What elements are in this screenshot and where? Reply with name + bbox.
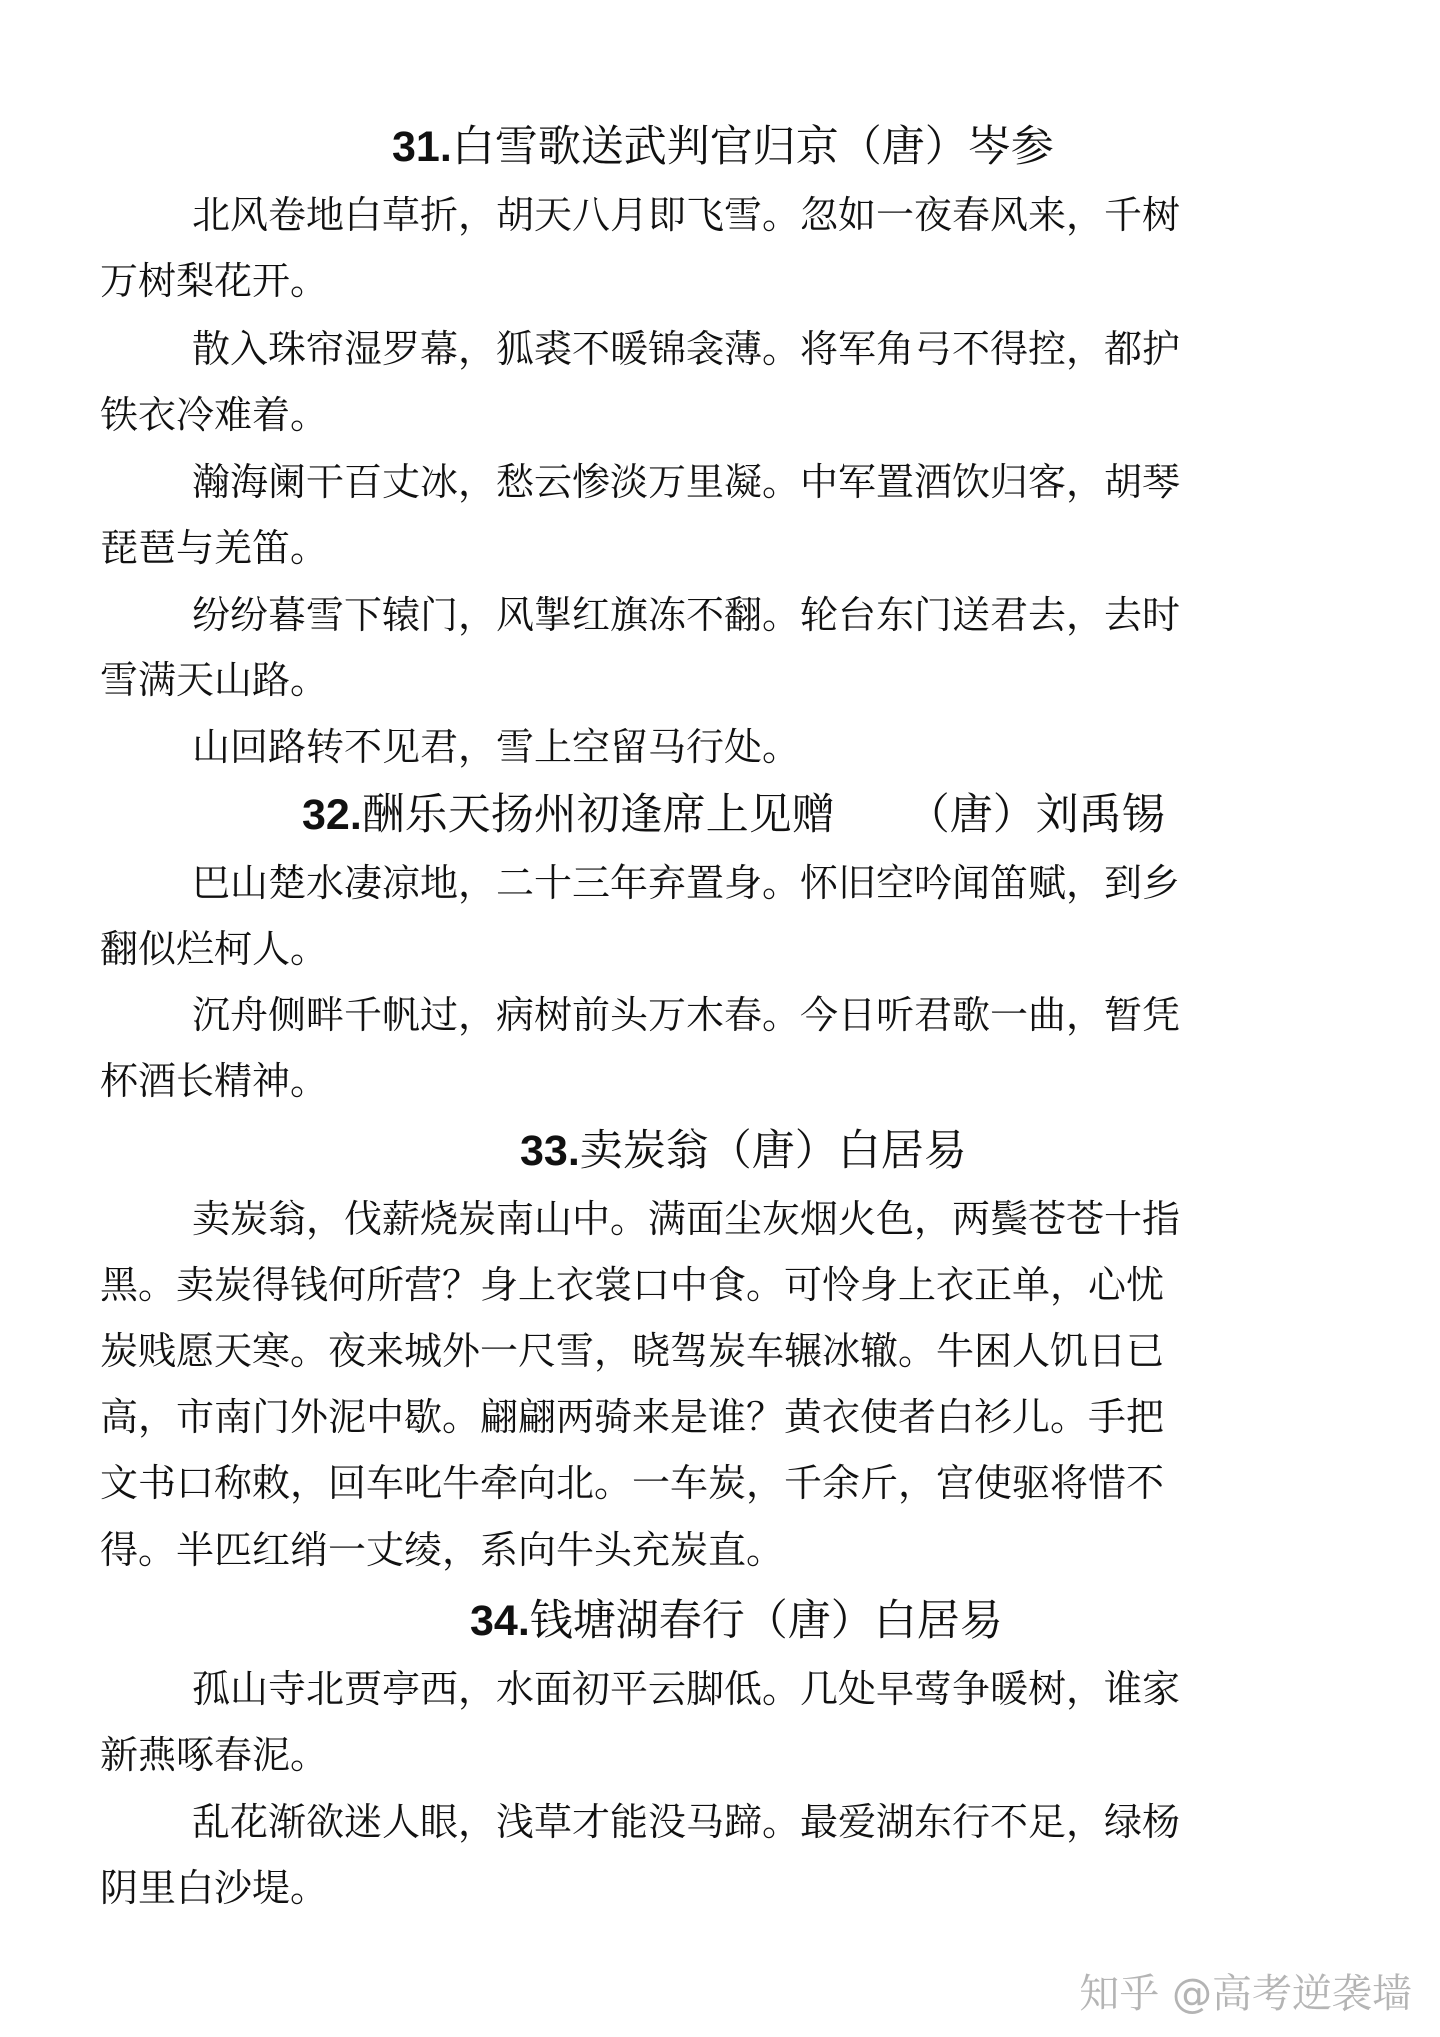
poem-line: 巴山楚水凄凉地，二十三年弃置身。怀旧空吟闻笛赋，到乡 bbox=[192, 861, 1181, 905]
poem-line: 铁衣冷难着。 bbox=[100, 393, 329, 437]
poem-title-text: 钱塘湖春行（唐）白居易 bbox=[529, 1596, 1003, 1646]
poem-number: 31. bbox=[392, 123, 452, 171]
poem-title-text: 酬乐天扬州初逢席上见赠 bbox=[361, 790, 835, 840]
poem-title-33 bbox=[520, 1123, 967, 1179]
poem-line: 杯酒长精神。 bbox=[100, 1059, 329, 1103]
poem-line: 瀚海阑干百丈冰，愁云惨淡万里凝。中军置酒饮归客，胡琴 bbox=[192, 460, 1181, 504]
poem-line: 炭贱愿天寒。夜来城外一尺雪，晓驾炭车辗冰辙。牛困人饥日已 bbox=[100, 1329, 1165, 1373]
poem-number: 32. bbox=[302, 791, 362, 839]
poem-line: 孤山寺北贾亭西，水面初平云脚低。几处早莺争暖树，谁家 bbox=[192, 1667, 1181, 1711]
poem-title-32 bbox=[302, 787, 1165, 843]
poem-line: 琵琶与羌笛。 bbox=[100, 526, 329, 570]
poem-line: 文书口称敕，回车叱牛牵向北。一车炭，千余斤，宫使驱将惜不 bbox=[100, 1461, 1165, 1505]
poem-line: 黑。卖炭得钱何所营？身上衣裳口中食。可怜身上衣正单，心忧 bbox=[100, 1263, 1165, 1307]
poem-line: 卖炭翁，伐薪烧炭南山中。满面尘灰烟火色，两鬓苍苍十指 bbox=[192, 1197, 1181, 1241]
poem-line: 阴里白沙堤。 bbox=[100, 1866, 329, 1910]
poem-line: 翻似烂柯人。 bbox=[100, 927, 329, 971]
poem-title-author: （唐）刘禹锡 bbox=[906, 790, 1165, 840]
poem-line: 新燕啄春泥。 bbox=[100, 1733, 329, 1777]
poem-line: 乱花渐欲迷人眼，浅草才能没马蹄。最爱湖东行不足，绿杨 bbox=[192, 1800, 1181, 1844]
poem-line: 高，市南门外泥中歇。翩翩两骑来是谁？黄衣使者白衫儿。手把 bbox=[100, 1395, 1165, 1439]
poem-number: 34. bbox=[470, 1597, 530, 1645]
poem-line: 得。半匹红绡一丈绫，系向牛头充炭直。 bbox=[100, 1528, 785, 1572]
poem-line: 雪满天山路。 bbox=[100, 658, 329, 702]
poem-number: 33. bbox=[520, 1127, 580, 1175]
poem-line: 沉舟侧畔千帆过，病树前头万木春。今日听君歌一曲，暂凭 bbox=[192, 993, 1181, 1037]
poem-title-text: 白雪歌送武判官归京（唐）岑参 bbox=[451, 122, 1054, 172]
poem-line: 散入珠帘湿罗幕，狐裘不暖锦衾薄。将军角弓不得控，都护 bbox=[192, 327, 1181, 371]
poem-line: 纷纷暮雪下辕门，风掣红旗冻不翻。轮台东门送君去，去时 bbox=[192, 593, 1181, 637]
poem-title-text: 卖炭翁（唐）白居易 bbox=[579, 1126, 967, 1176]
poem-line: 山回路转不见君，雪上空留马行处。 bbox=[192, 725, 801, 769]
poem-title-34 bbox=[470, 1593, 1003, 1649]
poem-line: 北风卷地白草折，胡天八月即飞雪。忽如一夜春风来，千树 bbox=[192, 193, 1181, 237]
watermark: 知乎 @高考逆袭墙 bbox=[1079, 1971, 1412, 2017]
poem-title-31 bbox=[392, 119, 1054, 175]
poem-line: 万树梨花开。 bbox=[100, 259, 329, 303]
